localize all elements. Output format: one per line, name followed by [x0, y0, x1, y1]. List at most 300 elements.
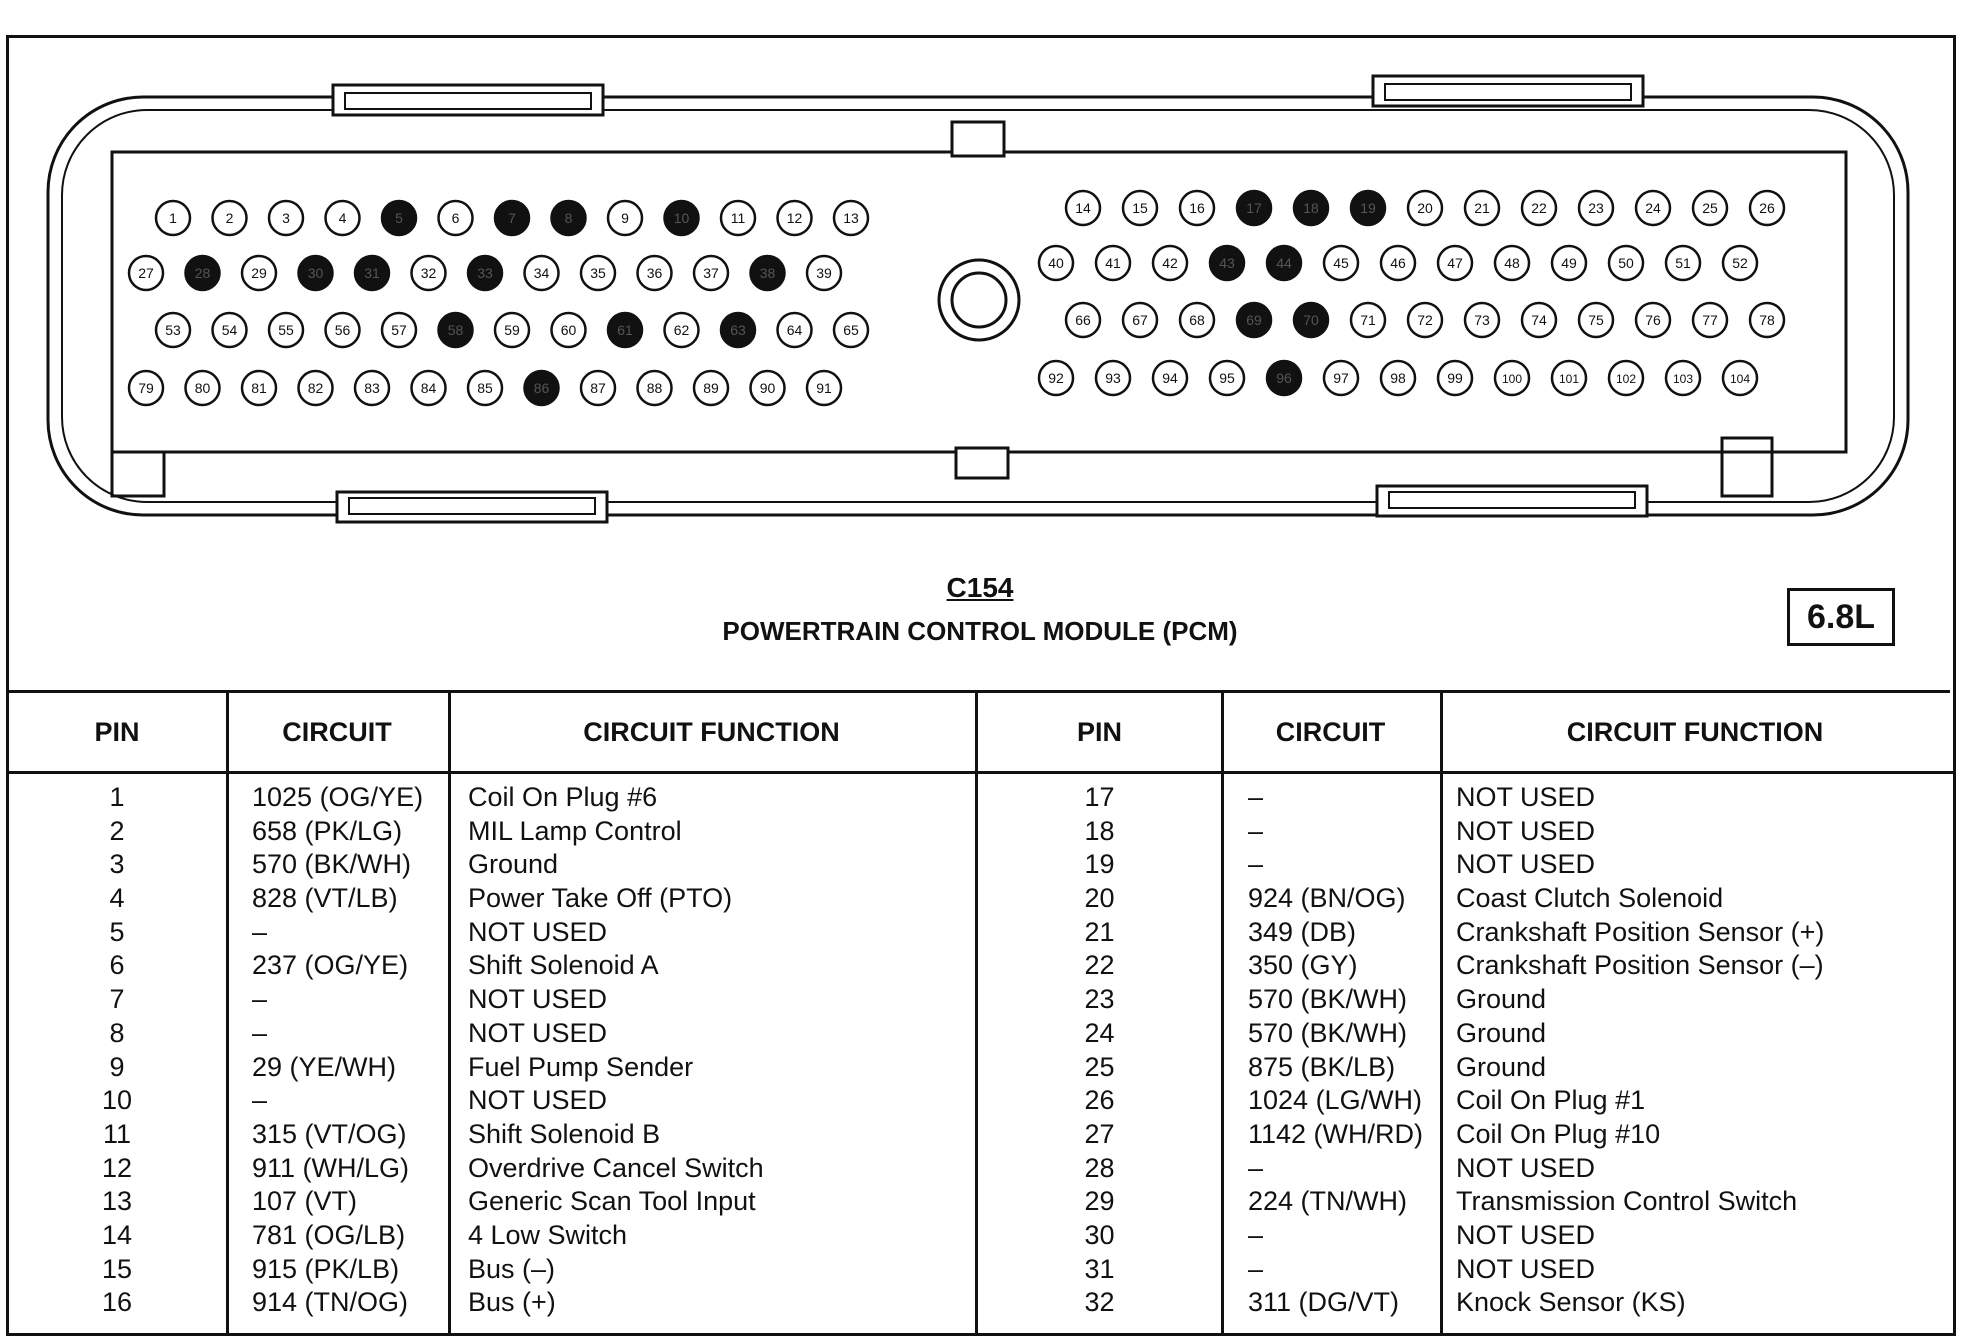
- pin-label: 23: [1588, 200, 1604, 216]
- column-divider: [1440, 693, 1443, 1336]
- pin-number: 21: [1084, 916, 1115, 947]
- pin-label: 85: [477, 380, 493, 396]
- pin-label: 61: [617, 322, 633, 338]
- pin-cavity: [1693, 303, 1727, 337]
- pin-cavity: [608, 201, 642, 235]
- circuit-id: –: [1248, 815, 1264, 846]
- column-divider: [1221, 693, 1224, 1336]
- pin-cavity: [468, 256, 502, 290]
- pin-cavity: [1237, 303, 1271, 337]
- pin-cavity: [412, 371, 446, 405]
- pin-label: 72: [1417, 312, 1433, 328]
- pin-cavity: [495, 201, 529, 235]
- pin-cavity: [1123, 303, 1157, 337]
- pin-label: 62: [673, 322, 690, 338]
- circuit-id: –: [252, 984, 268, 1015]
- pin-number: 22: [1084, 950, 1115, 981]
- pin-label: 53: [165, 322, 181, 338]
- pin-label: 45: [1333, 255, 1349, 271]
- circuit-function: Crankshaft Position Sensor (+): [1456, 916, 1825, 947]
- pin-cavity: [1522, 303, 1556, 337]
- circuit-function: NOT USED: [1456, 1219, 1596, 1250]
- pin-column: [8, 781, 226, 1320]
- pin-label: 96: [1276, 370, 1292, 386]
- pin-label: 86: [533, 380, 550, 396]
- pin-cavity: [156, 201, 190, 235]
- pin-number: 1: [109, 782, 125, 812]
- pin-cavity: [1039, 361, 1073, 395]
- circuit-id: 349 (DB): [1248, 916, 1357, 947]
- circuit-function: Bus (+): [468, 1287, 556, 1318]
- circuit-column: [252, 781, 448, 1320]
- pin-cavity: [1438, 246, 1472, 280]
- pin-label: 48: [1504, 255, 1520, 271]
- pin-cavity: [439, 313, 473, 347]
- pin-cavity: [1552, 246, 1586, 280]
- header-function: CIRCUIT FUNCTION: [1566, 717, 1824, 747]
- pin-cavity: [186, 256, 220, 290]
- pin-label: 41: [1105, 255, 1121, 271]
- column-divider: [448, 693, 451, 1336]
- pin-label: 87: [590, 380, 606, 396]
- pin-label: 95: [1219, 370, 1235, 386]
- pin-cavity: [382, 313, 416, 347]
- pin-label: 30: [307, 265, 324, 281]
- pin-number: 12: [101, 1152, 133, 1183]
- pin-cavity: [1693, 191, 1727, 225]
- pin-label: 46: [1390, 255, 1406, 271]
- pin-cavity: [1153, 361, 1187, 395]
- pin-number: 7: [109, 984, 125, 1015]
- circuit-function: Ground: [468, 849, 559, 880]
- circuit-id: 29 (YE/WH): [252, 1051, 397, 1082]
- pin-number: 10: [101, 1085, 133, 1116]
- pin-cavities-right: [1039, 191, 1784, 395]
- column-divider: [226, 693, 229, 1336]
- pin-label: 9: [621, 210, 629, 226]
- pin-cavity: [1465, 303, 1499, 337]
- pin-cavity: [1465, 191, 1499, 225]
- circuit-function: Coil On Plug #10: [1456, 1118, 1661, 1149]
- circuit-function: Coil On Plug #6: [468, 782, 658, 812]
- pin-label: 73: [1474, 312, 1490, 328]
- pin-number: 6: [109, 950, 125, 981]
- pin-cavity: [721, 201, 755, 235]
- pin-label: 69: [1246, 312, 1262, 328]
- pin-cavity: [1123, 191, 1157, 225]
- pin-cavity: [1579, 191, 1613, 225]
- circuit-function: Knock Sensor (KS): [1456, 1287, 1686, 1318]
- pin-number: 4: [109, 883, 125, 914]
- pin-cavity: [1579, 303, 1613, 337]
- circuit-column: [1248, 781, 1440, 1320]
- pin-label: 64: [786, 322, 803, 338]
- pin-label: 8: [564, 210, 573, 226]
- pin-label: 103: [1672, 372, 1694, 386]
- pin-label: 27: [138, 265, 154, 281]
- pin-cavity: [1723, 361, 1757, 395]
- circuit-id: 350 (GY): [1248, 950, 1358, 981]
- pin-label: 42: [1162, 255, 1178, 271]
- pin-cavity: [778, 201, 812, 235]
- circuit-id: 1024 (LG/WH): [1248, 1085, 1423, 1116]
- pin-table: [8, 690, 1950, 1336]
- pin-number: 9: [109, 1051, 125, 1082]
- pin-cavity: [1438, 361, 1472, 395]
- pin-label: 79: [138, 380, 154, 396]
- pin-cavity: [468, 371, 502, 405]
- pin-label: 20: [1417, 200, 1433, 216]
- circuit-function: NOT USED: [1456, 1152, 1596, 1183]
- pin-cavity: [1210, 361, 1244, 395]
- pin-label: 80: [194, 380, 211, 396]
- pin-cavities-left: [129, 201, 868, 405]
- pin-number: 3: [109, 849, 125, 880]
- circuit-id: 914 (TN/OG): [252, 1287, 409, 1318]
- pin-cavity: [412, 256, 446, 290]
- pin-label: 83: [364, 380, 380, 396]
- circuit-function: NOT USED: [1456, 782, 1596, 812]
- pin-label: 81: [251, 380, 267, 396]
- pin-label: 11: [730, 210, 746, 226]
- pin-label: 24: [1645, 200, 1661, 216]
- function-column: [468, 781, 968, 1320]
- pin-cavity: [1180, 303, 1214, 337]
- pin-label: 54: [221, 322, 238, 338]
- pin-label: 17: [1246, 200, 1262, 216]
- pin-number: 25: [1084, 1051, 1115, 1082]
- pin-cavity: [242, 256, 276, 290]
- pin-cavity: [1666, 361, 1700, 395]
- pin-label: 89: [703, 380, 719, 396]
- pin-label: 104: [1729, 372, 1751, 386]
- pin-cavity: [1750, 191, 1784, 225]
- pin-cavity: [1210, 246, 1244, 280]
- circuit-id: –: [1248, 849, 1264, 880]
- circuit-id: 915 (PK/LB): [252, 1253, 400, 1284]
- pin-label: 21: [1474, 200, 1490, 216]
- pin-cavity: [552, 313, 586, 347]
- pin-label: 82: [307, 380, 324, 396]
- pin-cavity: [552, 201, 586, 235]
- pin-label: 39: [816, 265, 832, 281]
- pin-cavity: [1750, 303, 1784, 337]
- pin-label: 7: [508, 210, 516, 226]
- circuit-function: Bus (–): [468, 1253, 556, 1284]
- engine-badge: 6.8L: [1787, 588, 1895, 646]
- pin-cavity: [638, 256, 672, 290]
- pin-cavity: [156, 313, 190, 347]
- pin-label: 28: [194, 265, 211, 281]
- pin-cavity: [751, 256, 785, 290]
- circuit-function: NOT USED: [468, 1017, 608, 1048]
- pin-label: 56: [334, 322, 351, 338]
- pin-label: 92: [1048, 370, 1064, 386]
- pin-number: 15: [101, 1253, 133, 1284]
- pin-label: 94: [1162, 370, 1178, 386]
- circuit-id: 315 (VT/OG): [252, 1118, 407, 1149]
- pin-label: 101: [1558, 372, 1580, 386]
- pin-table-right: [975, 693, 1953, 1336]
- pin-cavity: [1408, 303, 1442, 337]
- pin-label: 57: [391, 322, 407, 338]
- pin-cavity: [1294, 303, 1328, 337]
- pin-label: 93: [1105, 370, 1121, 386]
- circuit-id: 224 (TN/WH): [1248, 1186, 1408, 1217]
- pin-number: 31: [1084, 1253, 1115, 1284]
- pin-label: 91: [816, 380, 832, 396]
- pin-label: 19: [1360, 200, 1376, 216]
- pin-cavity: [1609, 246, 1643, 280]
- pin-cavity: [186, 371, 220, 405]
- circuit-id: 311 (DG/VT): [1248, 1287, 1400, 1318]
- pin-label: 34: [533, 265, 550, 281]
- pin-number: 26: [1084, 1085, 1115, 1116]
- pin-label: 18: [1303, 200, 1319, 216]
- pin-cavity: [1096, 361, 1130, 395]
- pin-label: 78: [1759, 312, 1775, 328]
- pin-label: 97: [1333, 370, 1349, 386]
- pin-label: 35: [590, 265, 606, 281]
- circuit-function: Transmission Control Switch: [1456, 1186, 1798, 1217]
- pin-label: 38: [759, 265, 776, 281]
- header-row: [8, 693, 975, 774]
- pin-label: 77: [1702, 312, 1718, 328]
- pin-cavity: [721, 313, 755, 347]
- pin-number: 32: [1084, 1287, 1115, 1318]
- pin-cavity: [269, 313, 303, 347]
- pin-number: 16: [101, 1287, 133, 1318]
- header-pin: PIN: [94, 717, 140, 747]
- pin-cavity: [1096, 246, 1130, 280]
- circuit-function: Overdrive Cancel Switch: [468, 1152, 764, 1183]
- pin-number: 27: [1084, 1118, 1115, 1149]
- pin-cavity: [694, 256, 728, 290]
- pin-cavity: [1294, 191, 1328, 225]
- pin-label: 5: [395, 210, 403, 226]
- pin-label: 22: [1531, 200, 1547, 216]
- circuit-id: –: [1248, 1152, 1264, 1183]
- pin-cavity: [834, 313, 868, 347]
- pin-cavity: [1408, 191, 1442, 225]
- pin-cavity: [1267, 361, 1301, 395]
- pin-label: 70: [1303, 312, 1319, 328]
- pin-label: 90: [759, 380, 776, 396]
- pin-cavity: [1351, 191, 1385, 225]
- circuit-id: 1025 (OG/YE): [252, 782, 424, 812]
- circuit-id: 107 (VT): [252, 1186, 358, 1217]
- pin-cavity: [1324, 246, 1358, 280]
- pin-label: 84: [420, 380, 437, 396]
- circuit-id: 658 (PK/LG): [252, 815, 403, 846]
- pin-cavity: [1636, 191, 1670, 225]
- circuit-function: NOT USED: [468, 916, 608, 947]
- pin-label: 63: [730, 322, 746, 338]
- circuit-function: NOT USED: [1456, 1253, 1596, 1284]
- circuit-id: 828 (VT/LB): [252, 883, 398, 914]
- pin-cavity: [1066, 191, 1100, 225]
- pin-label: 66: [1075, 312, 1091, 328]
- circuit-function: Ground: [1456, 1017, 1547, 1048]
- pin-label: 102: [1615, 372, 1637, 386]
- circuit-function: Coast Clutch Solenoid: [1456, 883, 1724, 914]
- pin-label: 47: [1447, 255, 1463, 271]
- pin-label: 59: [504, 322, 520, 338]
- circuit-function: Crankshaft Position Sensor (–): [1456, 950, 1824, 981]
- pin-label: 10: [673, 210, 690, 226]
- pin-cavity: [694, 371, 728, 405]
- pin-label: 37: [703, 265, 719, 281]
- pin-cavity: [1351, 303, 1385, 337]
- pin-label: 2: [225, 210, 234, 226]
- pin-cavity: [608, 313, 642, 347]
- pin-cavity: [1237, 191, 1271, 225]
- pin-cavity: [1381, 246, 1415, 280]
- pin-number: 29: [1084, 1186, 1115, 1217]
- pin-label: 49: [1561, 255, 1577, 271]
- pin-number: 8: [109, 1017, 125, 1048]
- pin-label: 36: [646, 265, 663, 281]
- pin-label: 88: [646, 380, 663, 396]
- pin-cavity: [525, 371, 559, 405]
- pin-cavity: [355, 371, 389, 405]
- pin-label: 44: [1276, 255, 1292, 271]
- pin-column: [978, 781, 1221, 1320]
- connector-code: C154: [946, 572, 1014, 603]
- pin-label: 43: [1219, 255, 1235, 271]
- circuit-id: 570 (BK/WH): [1248, 984, 1408, 1015]
- pin-label: 67: [1132, 312, 1148, 328]
- circuit-id: –: [1248, 1253, 1264, 1284]
- pin-cavity: [129, 371, 163, 405]
- pin-label: 50: [1618, 255, 1634, 271]
- pin-cavity: [129, 256, 163, 290]
- circuit-id: 570 (BK/WH): [1248, 1017, 1408, 1048]
- pin-number: 19: [1084, 849, 1115, 880]
- pin-label: 3: [282, 210, 290, 226]
- circuit-function: NOT USED: [468, 984, 608, 1015]
- pin-number: 30: [1084, 1219, 1115, 1250]
- header-pin: PIN: [1076, 717, 1122, 747]
- pin-label: 29: [251, 265, 267, 281]
- pin-cavity: [581, 371, 615, 405]
- pin-label: 32: [420, 265, 437, 281]
- pin-cavity: [581, 256, 615, 290]
- pin-cavity: [382, 201, 416, 235]
- circuit-function: 4 Low Switch: [468, 1219, 628, 1250]
- header-circuit: CIRCUIT: [282, 717, 392, 747]
- pin-cavity: [751, 371, 785, 405]
- pin-label: 25: [1702, 200, 1718, 216]
- pin-label: 1: [169, 210, 177, 226]
- pin-number: 17: [1084, 782, 1115, 812]
- pin-cavity: [525, 256, 559, 290]
- circuit-function: Ground: [1456, 1051, 1547, 1082]
- pin-cavity: [1495, 246, 1529, 280]
- pin-label: 99: [1447, 370, 1463, 386]
- pin-label: 52: [1732, 255, 1748, 271]
- pin-label: 26: [1759, 200, 1775, 216]
- pin-cavity: [665, 313, 699, 347]
- pin-label: 71: [1360, 312, 1376, 328]
- pin-cavity: [242, 371, 276, 405]
- circuit-function: Shift Solenoid B: [468, 1118, 661, 1149]
- pin-cavity: [213, 313, 247, 347]
- pin-cavity: [495, 313, 529, 347]
- pin-cavity: [326, 201, 360, 235]
- circuit-function: Fuel Pump Sender: [468, 1051, 694, 1082]
- pin-label: 40: [1048, 255, 1064, 271]
- pin-label: 14: [1075, 200, 1091, 216]
- circuit-function: NOT USED: [468, 1085, 608, 1116]
- header-function: CIRCUIT FUNCTION: [583, 717, 840, 747]
- pin-label: 6: [451, 210, 460, 226]
- pin-label: 31: [364, 265, 380, 281]
- circuit-id: –: [252, 1017, 268, 1048]
- circuit-id: 570 (BK/WH): [252, 849, 412, 880]
- circuit-function: NOT USED: [1456, 815, 1596, 846]
- pin-label: 60: [560, 322, 577, 338]
- circuit-function: NOT USED: [1456, 849, 1596, 880]
- pin-cavity: [299, 371, 333, 405]
- pin-number: 2: [109, 815, 125, 846]
- header-row: [978, 693, 1953, 774]
- pin-number: 24: [1084, 1017, 1115, 1048]
- pin-label: 4: [338, 210, 347, 226]
- pin-cavity: [638, 371, 672, 405]
- pin-label: 74: [1531, 312, 1547, 328]
- pin-cavity: [807, 371, 841, 405]
- circuit-id: 1142 (WH/RD): [1248, 1118, 1424, 1149]
- circuit-function: Shift Solenoid A: [468, 950, 659, 981]
- pin-label: 100: [1501, 372, 1523, 386]
- circuit-function: Generic Scan Tool Input: [468, 1186, 756, 1217]
- pin-cavity: [439, 201, 473, 235]
- pin-number: 13: [101, 1186, 133, 1217]
- circuit-function: MIL Lamp Control: [468, 815, 682, 846]
- circuit-id: –: [1248, 1219, 1264, 1250]
- pin-number: 23: [1084, 984, 1115, 1015]
- pin-label: 58: [447, 322, 464, 338]
- pin-cavity: [1636, 303, 1670, 337]
- pin-cavity: [1324, 361, 1358, 395]
- pin-cavity: [213, 201, 247, 235]
- circuit-id: –: [252, 1085, 268, 1116]
- pin-cavity: [1522, 191, 1556, 225]
- pin-label: 98: [1390, 370, 1406, 386]
- pin-label: 68: [1189, 312, 1205, 328]
- circuit-id: 781 (OG/LB): [252, 1219, 406, 1250]
- circuit-function: Ground: [1456, 984, 1547, 1015]
- pin-cavity: [355, 256, 389, 290]
- pin-label: 75: [1588, 312, 1604, 328]
- connector-title: POWERTRAIN CONTROL MODULE (PCM): [722, 616, 1238, 646]
- pin-label: 33: [477, 265, 493, 281]
- header-circuit: CIRCUIT: [1275, 717, 1386, 747]
- pin-cavity: [299, 256, 333, 290]
- circuit-id: 911 (WH/LG): [252, 1152, 410, 1183]
- pin-number: 11: [102, 1118, 132, 1149]
- pin-cavity: [1066, 303, 1100, 337]
- pin-number: 28: [1084, 1152, 1115, 1183]
- pin-cavity: [1552, 361, 1586, 395]
- pin-label: 16: [1189, 200, 1205, 216]
- circuit-id: –: [252, 916, 268, 947]
- pin-number: 5: [109, 916, 125, 947]
- pin-number: 14: [101, 1219, 133, 1250]
- pin-label: 76: [1645, 312, 1661, 328]
- function-column: [1456, 781, 1946, 1320]
